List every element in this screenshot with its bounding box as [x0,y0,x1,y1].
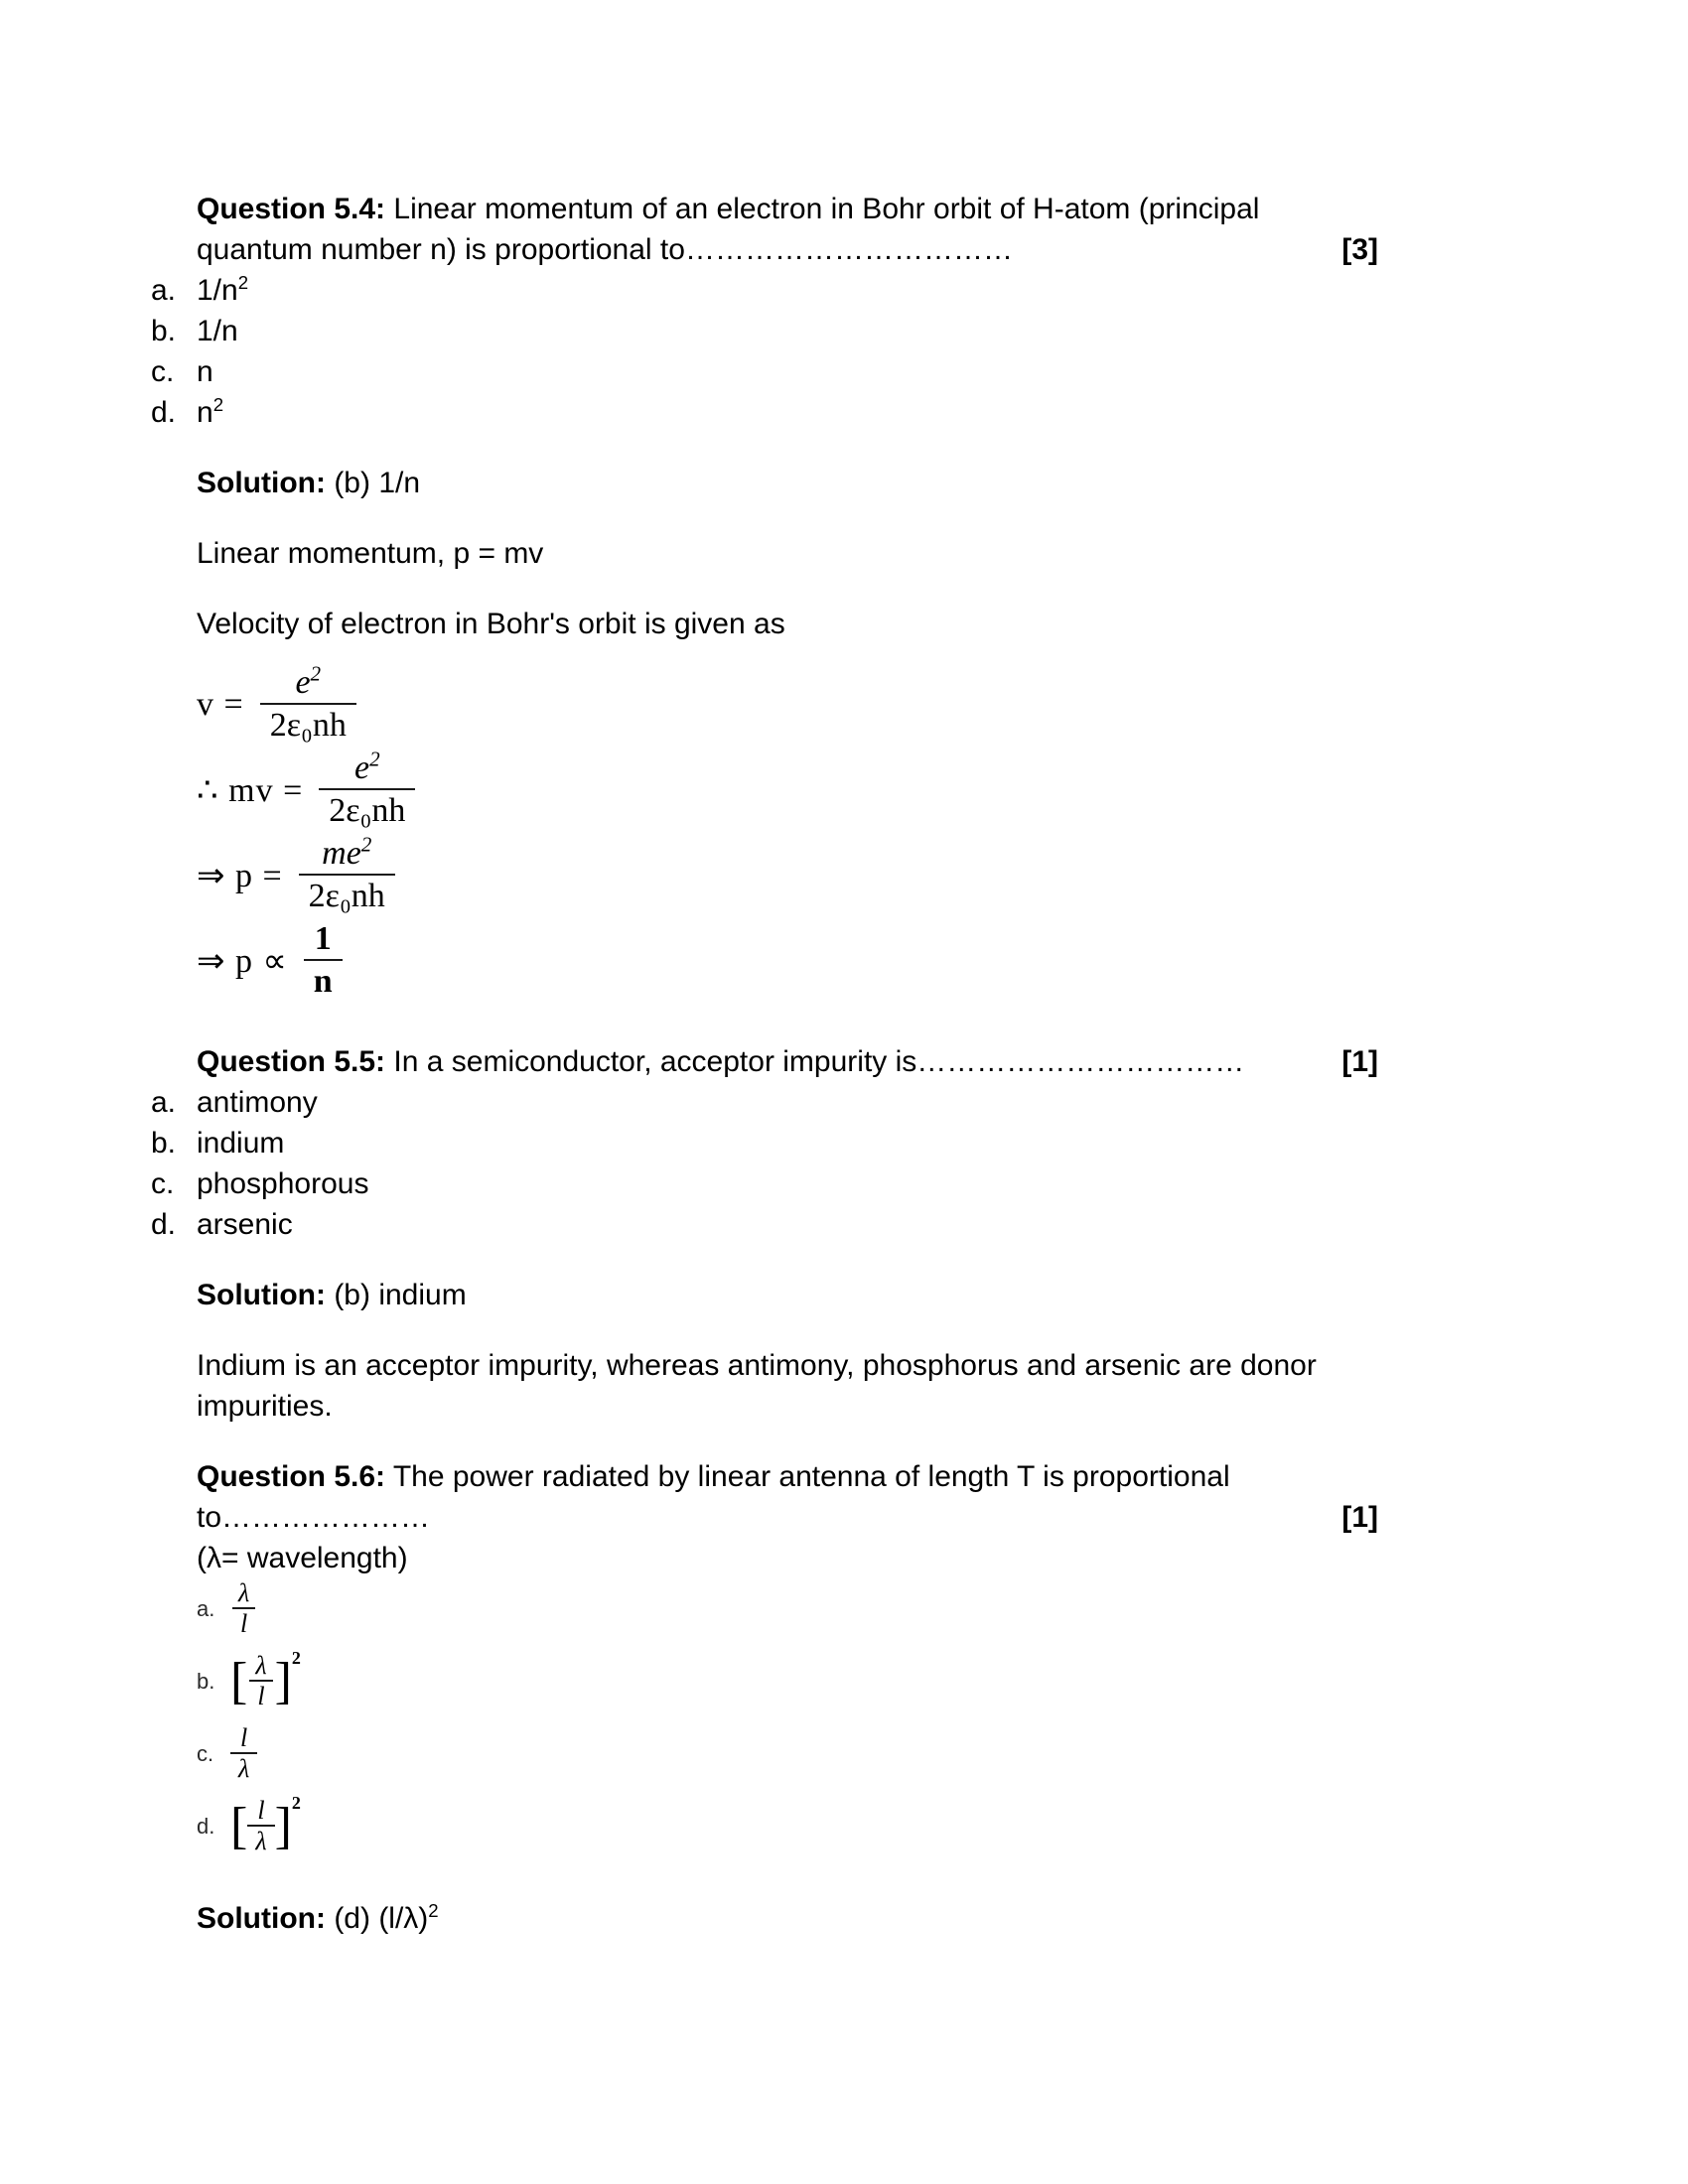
question-5-4-heading [197,189,1432,229]
velocity-line: Velocity of electron in Bohr's orbit is given as [197,608,785,640]
option-a-marker: a. [151,274,177,307]
denominator: l [249,1680,272,1711]
question-5-5-marks: [1] [1341,1045,1378,1078]
denominator: 2ε₀nh [319,788,415,829]
numerator: l [240,1723,248,1753]
option-d-label: arsenic [197,1208,293,1241]
question-5-4-text-line1: Linear momentum of an electron in Bohr orbit of H-atom (principal [393,193,1260,225]
denominator: λ [247,1825,274,1856]
linear-momentum-line: Linear momentum, p = mv [197,537,544,570]
option-b-fraction [247,1652,274,1711]
question-5-5-heading [197,1041,1378,1082]
question-5-4-options [151,270,1432,433]
option-a-label: antimony [197,1086,318,1119]
spacer [151,1427,1432,1456]
spacer [151,1004,1432,1041]
question-5-6-note: (λ= wavelength) [197,1542,408,1574]
question-5-5-block [151,1041,1432,1427]
solution-label: Solution: [197,1279,326,1311]
question-5-6-text-line2: to………………… [197,1501,431,1534]
numerator: $me^2$ [322,833,372,873]
question-5-6-dots: ………………… [221,1501,431,1534]
page-content [151,189,1432,1939]
option-b-marker: b. [151,315,177,347]
question-5-6-heading-line2 [197,1497,1378,1538]
derivation-equations [197,662,1432,1004]
option-c[interactable] [151,1163,1432,1204]
option-b-label: 1/n [197,315,238,347]
option-b-label: indium [197,1127,285,1160]
question-5-4-label: Question 5.4: [197,193,386,225]
equation-velocity [197,662,1432,748]
option-c-marker: c. [197,1741,214,1766]
question-5-6-heading [197,1456,1432,1497]
question-5-6-options [197,1578,1432,1868]
option-a-marker: a. [197,1596,215,1621]
option-a-fraction [230,1579,257,1639]
option-c-marker: c. [151,1167,175,1200]
equation-p [197,833,1432,918]
question-5-5-text: Question 5.5: In a semiconductor, acceptor impurity is…………………………… [197,1045,1245,1078]
option-b-exponent: 2 [291,1648,301,1669]
denominator: λ [230,1752,257,1784]
option-c[interactable] [151,351,1432,392]
solution-answer: (d) $(l/\lambda)^2$ [334,1900,439,1935]
option-a[interactable] [151,1082,1432,1123]
numerator: $e^2$ [295,662,322,702]
numerator: $e^2$ [354,748,380,787]
option-d[interactable] [151,1204,1432,1245]
solution-answer: (b) indium [334,1279,467,1311]
equation-mv-lhs: ∴ mv = [197,772,304,809]
option-d-bracketed-fraction [230,1793,301,1856]
option-d-marker: d. [197,1814,215,1839]
question-5-4-dots: …………………………… [684,233,1013,266]
question-5-5-label: Question 5.5: [197,1045,386,1078]
denominator: 2ε₀nh [299,874,395,914]
question-5-5-explanation: Indium is an acceptor impurity, whereas antimony, phosphorus and arsenic are donor impurities. [197,1349,1317,1423]
question-5-6-block [151,1456,1432,1939]
question-5-6-text-line1: The power radiated by linear antenna of length T is proportional [392,1460,1230,1493]
option-b-bracketed-fraction [230,1648,301,1711]
question-5-6-solution-line [197,1898,1388,1939]
denominator: l [232,1607,255,1639]
option-b-marker: b. [197,1669,215,1694]
question-5-6-marks: [1] [1341,1501,1378,1534]
equation-proportional-lhs: ⇒ p ∝ [197,943,288,980]
equation-p-lhs: ⇒ p = [197,858,283,894]
solution-label: Solution: [197,1902,326,1935]
option-a-label: $1/n^2$ [197,272,249,307]
option-a-marker: a. [151,1086,177,1119]
equation-p-fraction [299,833,395,915]
spacer [151,1245,1432,1275]
equation-proportional [197,918,1432,1004]
solution-answer: (b) 1/n [334,467,421,499]
question-5-4-text-line2: quantum number n) is proportional to…………………………… [197,233,1013,266]
question-5-5-options [151,1082,1432,1245]
equation-velocity-lhs: v = [197,686,244,723]
question-5-5-dots: …………………………… [916,1045,1245,1078]
option-d[interactable] [151,392,1432,433]
question-5-4-marks: [3] [1341,233,1378,266]
option-d-marker: d. [151,396,177,429]
option-d[interactable] [197,1785,1432,1868]
option-a[interactable] [197,1578,1432,1640]
right-bracket-icon: ] [274,1653,292,1710]
question-5-4-block [151,189,1432,1004]
option-c-label: phosphorous [197,1167,369,1200]
denominator: 2ε₀nh [260,703,356,744]
option-d-label: $n^2$ [197,394,224,429]
equation-velocity-fraction [260,662,356,745]
numerator: 1 [314,920,332,958]
option-a[interactable] [151,270,1432,311]
equation-mv-fraction [319,748,415,830]
option-c-fraction [230,1724,257,1784]
spacer [151,503,1432,533]
numerator: l [257,1796,265,1826]
option-b-marker: b. [151,1127,177,1160]
spacer [151,574,1432,604]
option-d-exponent: 2 [291,1793,301,1814]
spacer [151,1868,1432,1898]
right-bracket-icon: ] [274,1798,292,1855]
numerator: λ [238,1578,250,1608]
option-d-fraction [247,1797,274,1856]
option-c-marker: c. [151,355,175,388]
option-c-label: n [197,355,213,388]
solution-label: Solution: [197,467,326,499]
left-bracket-icon: [ [230,1653,248,1710]
question-5-5-solution-line [197,1275,1388,1315]
spacer [151,644,1432,662]
question-5-6-label: Question 5.6: [197,1460,386,1493]
equation-mv [197,748,1432,833]
option-d-marker: d. [151,1208,177,1241]
option-b[interactable] [151,1123,1432,1163]
equation-proportional-fraction [304,921,343,1000]
option-b[interactable] [197,1640,1432,1723]
question-5-4-solution-line [197,463,1388,503]
numerator: λ [255,1651,267,1681]
left-bracket-icon: [ [230,1798,248,1855]
denominator: n [304,959,343,1000]
spacer [151,433,1432,463]
spacer [151,1315,1432,1345]
option-b[interactable] [151,311,1432,351]
option-c[interactable] [197,1723,1432,1785]
question-5-4-heading-line2 [197,229,1378,270]
